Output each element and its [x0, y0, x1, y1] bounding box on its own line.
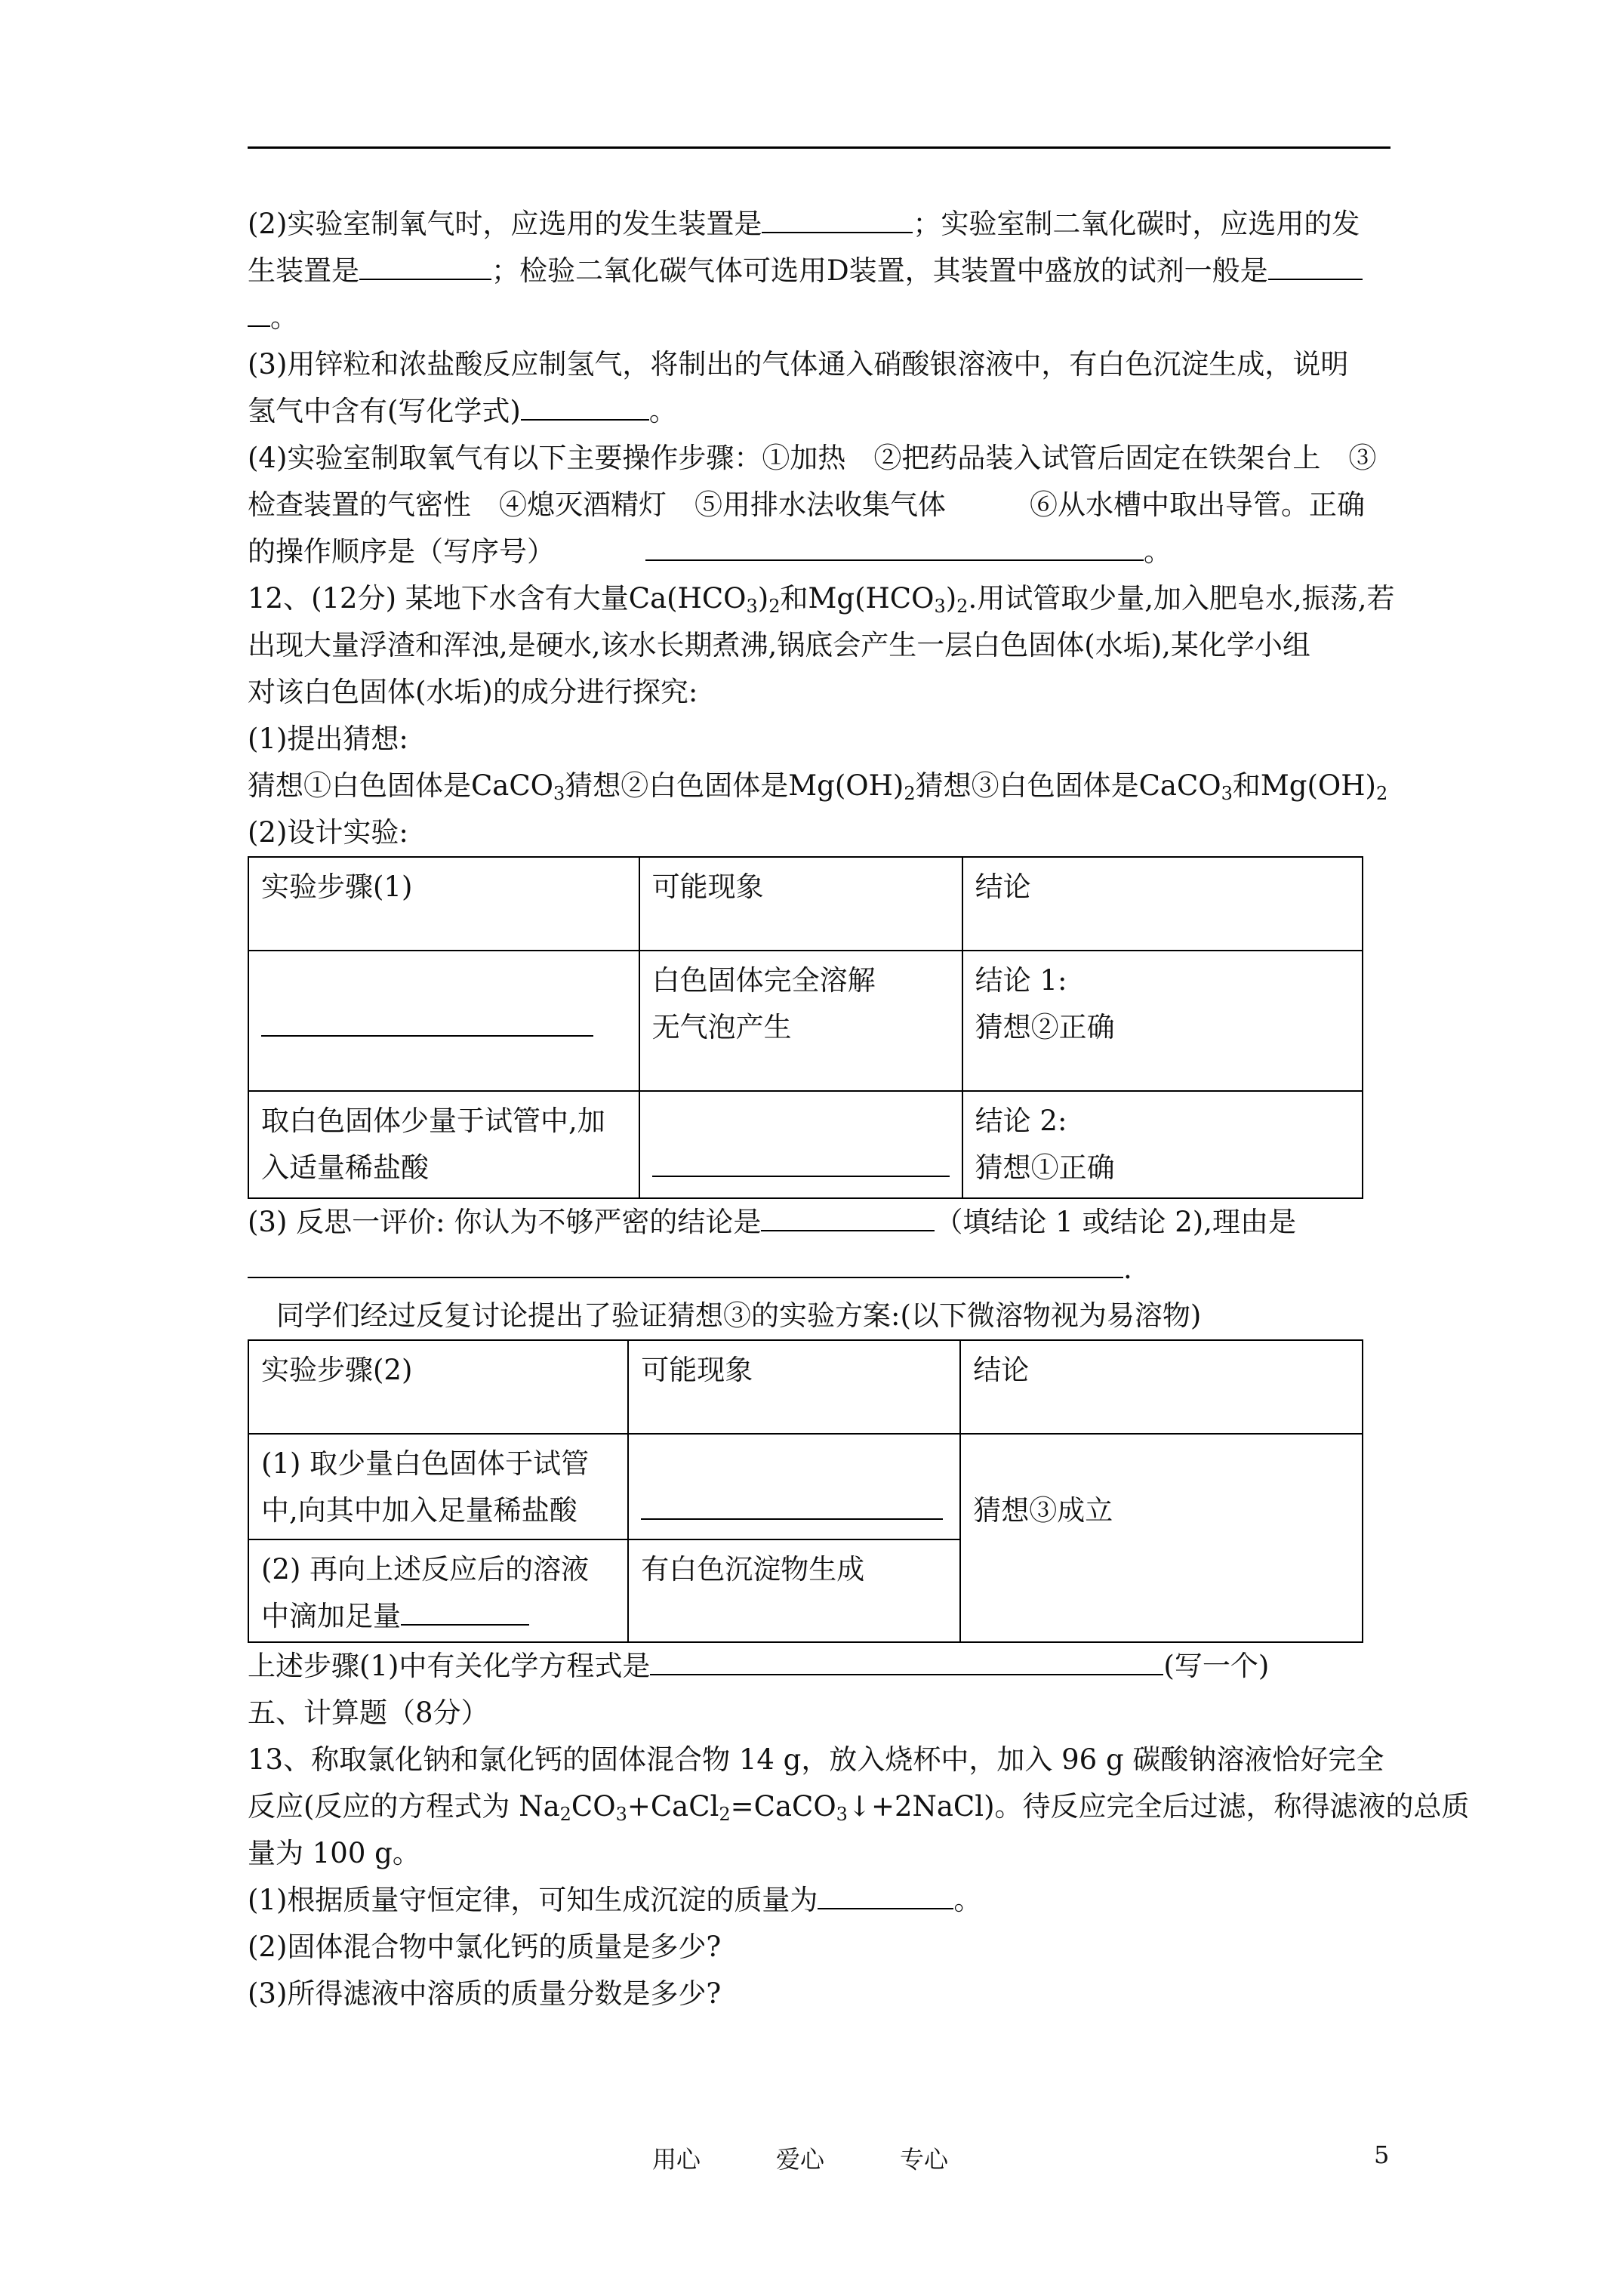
- answer-blank[interactable]: [248, 1250, 1123, 1278]
- answer-blank[interactable]: [248, 298, 270, 327]
- page-content: [248, 201, 1470, 2017]
- table-header-cell: 结论: [960, 1340, 1363, 1434]
- answer-blank[interactable]: [261, 1008, 593, 1037]
- q12-plan: 同学们经过反复讨论提出了验证猜想③的实验方案:(以下微溶物视为易溶物): [276, 1299, 1202, 1332]
- table-cell: 结论 1: 猜想②正确: [962, 951, 1363, 1091]
- answer-blank[interactable]: [359, 251, 491, 280]
- table-cell: (2) 再向上述反应后的溶液 中滴加足量: [248, 1539, 628, 1642]
- answer-blank[interactable]: [652, 1148, 950, 1177]
- header-rule: [248, 146, 1390, 149]
- q12-reflection-line2: .: [248, 1246, 1395, 1293]
- q13-part3: (3)所得滤液中溶质的质量分数是多少?: [248, 1977, 722, 2010]
- table-cell: [628, 1434, 960, 1539]
- q12-reflection-line1: (3) 反思一评价: 你认为不够严密的结论是 （填结论 1 或结论 2),理由是: [248, 1199, 1395, 1246]
- q12-intro-line3: 对该白色固体(水垢)的成分进行探究:: [248, 676, 698, 708]
- answer-blank[interactable]: [761, 1203, 935, 1231]
- page-number: 5: [1374, 2140, 1390, 2169]
- table-cell: [639, 1091, 962, 1198]
- answer-blank[interactable]: [650, 1647, 1163, 1675]
- table-row: [248, 951, 1363, 1091]
- table-header-cell: 实验步骤(1): [248, 857, 639, 951]
- experiment-table-2: [248, 1339, 1363, 1643]
- experiment-table-1: [248, 856, 1363, 1199]
- q13-line1: 13、称取氯化钠和氯化钙的固体混合物 14 g，放入烧杯中，加入 96 g 碳酸钠溶液恰好完全: [248, 1743, 1384, 1776]
- footer-motto: 用心 爱心 专心: [652, 2145, 949, 2174]
- q11-part4-line1: (4)实验室制取氧气有以下主要操作步骤：①加热 ②把药品装入试管后固定在铁架台上 ③: [248, 442, 1377, 474]
- table-row: [248, 1340, 1363, 1434]
- table-cell: (1) 取少量白色固体于试管 中,向其中加入足量稀盐酸: [248, 1434, 628, 1539]
- table-cell: 猜想③成立: [960, 1434, 1363, 1642]
- table-cell: 取白色固体少量于试管中,加 入适量稀盐酸: [248, 1091, 639, 1198]
- answer-blank[interactable]: [521, 392, 649, 421]
- q13-line2: 反应(反应的方程式为 $Na_2CO_3+CaCl_2=CaCO_3↓+2NaCl$)。待反应完全后过滤，称得滤液的总质: [248, 1790, 1470, 1825]
- table-header-cell: 可能现象: [628, 1340, 960, 1434]
- q12-sub1: (1)提出猜想:: [248, 723, 408, 755]
- table-row: [248, 857, 1363, 951]
- table-cell: 结论 2: 猜想①正确: [962, 1091, 1363, 1198]
- q11-part4-line2: 检查装置的气密性 ④熄灭酒精灯 ⑤用排水法收集气体 ⑥从水槽中取出导管。正确: [248, 488, 1365, 521]
- q11-part2-line2: 生装置是 ；检验二氧化碳气体可选用D装置，其装置中盛放的试剂一般是: [248, 248, 1395, 294]
- q13-part2: (2)固体混合物中氯化钙的质量是多少?: [248, 1931, 722, 1963]
- answer-blank[interactable]: [641, 1491, 943, 1520]
- table-cell: [248, 951, 639, 1091]
- answer-blank[interactable]: [818, 1881, 953, 1909]
- q11-part3-line2: 氢气中含有(写化学式) 。: [248, 388, 1395, 435]
- q12-equation: 上述步骤(1)中有关化学方程式是 (写一个): [248, 1643, 1395, 1690]
- q13-line3: 量为 100 g。: [248, 1837, 420, 1869]
- answer-blank[interactable]: [401, 1597, 529, 1626]
- q12-intro-line1: 12、(12分) 某地下水含有大量$Ca(HCO_3)_2$和$Mg(HCO_3)_2$.用试管取少量,加入肥皂水,振荡,若: [248, 582, 1395, 617]
- q11-part2-line3: 。: [248, 294, 1395, 341]
- table-header-cell: 可能现象: [639, 857, 962, 951]
- section-5-title: 五、计算题（8分）: [248, 1697, 489, 1729]
- table-row: [248, 1434, 1363, 1539]
- q12-hypotheses: 猜想①白色固体是CaCO$_3$猜想②白色固体是$Mg(OH)_2$猜想③白色固体是CaCO$_3$和$Mg(OH)_2$: [248, 769, 1388, 804]
- q13-part1: (1)根据质量守恒定律，可知生成沉淀的质量为 。: [248, 1877, 1395, 1924]
- answer-blank[interactable]: [1268, 251, 1363, 280]
- q12-intro-line2: 出现大量浮渣和浑浊,是硬水,该水长期煮沸,锅底会产生一层白色固体(水垢),某化学小组: [248, 629, 1310, 661]
- table-row: [248, 1091, 1363, 1198]
- q11-part4-line3: 的操作顺序是（写序号） 。: [248, 529, 1395, 575]
- answer-blank[interactable]: [762, 205, 913, 233]
- table-cell: 白色固体完全溶解 无气泡产生: [639, 951, 962, 1091]
- table-header-cell: 结论: [962, 857, 1363, 951]
- table-cell: 有白色沉淀物生成: [628, 1539, 960, 1642]
- answer-blank[interactable]: [645, 532, 1144, 561]
- q11-part3-line1: (3)用锌粒和浓盐酸反应制氢气，将制出的气体通入硝酸银溶液中，有白色沉淀生成，说明: [248, 348, 1349, 381]
- q11-part2-line1: (2)实验室制氧气时，应选用的发生装置是 ；实验室制二氧化碳时，应选用的发: [248, 201, 1395, 248]
- table-header-cell: 实验步骤(2): [248, 1340, 628, 1434]
- q12-sub2: (2)设计实验:: [248, 816, 408, 849]
